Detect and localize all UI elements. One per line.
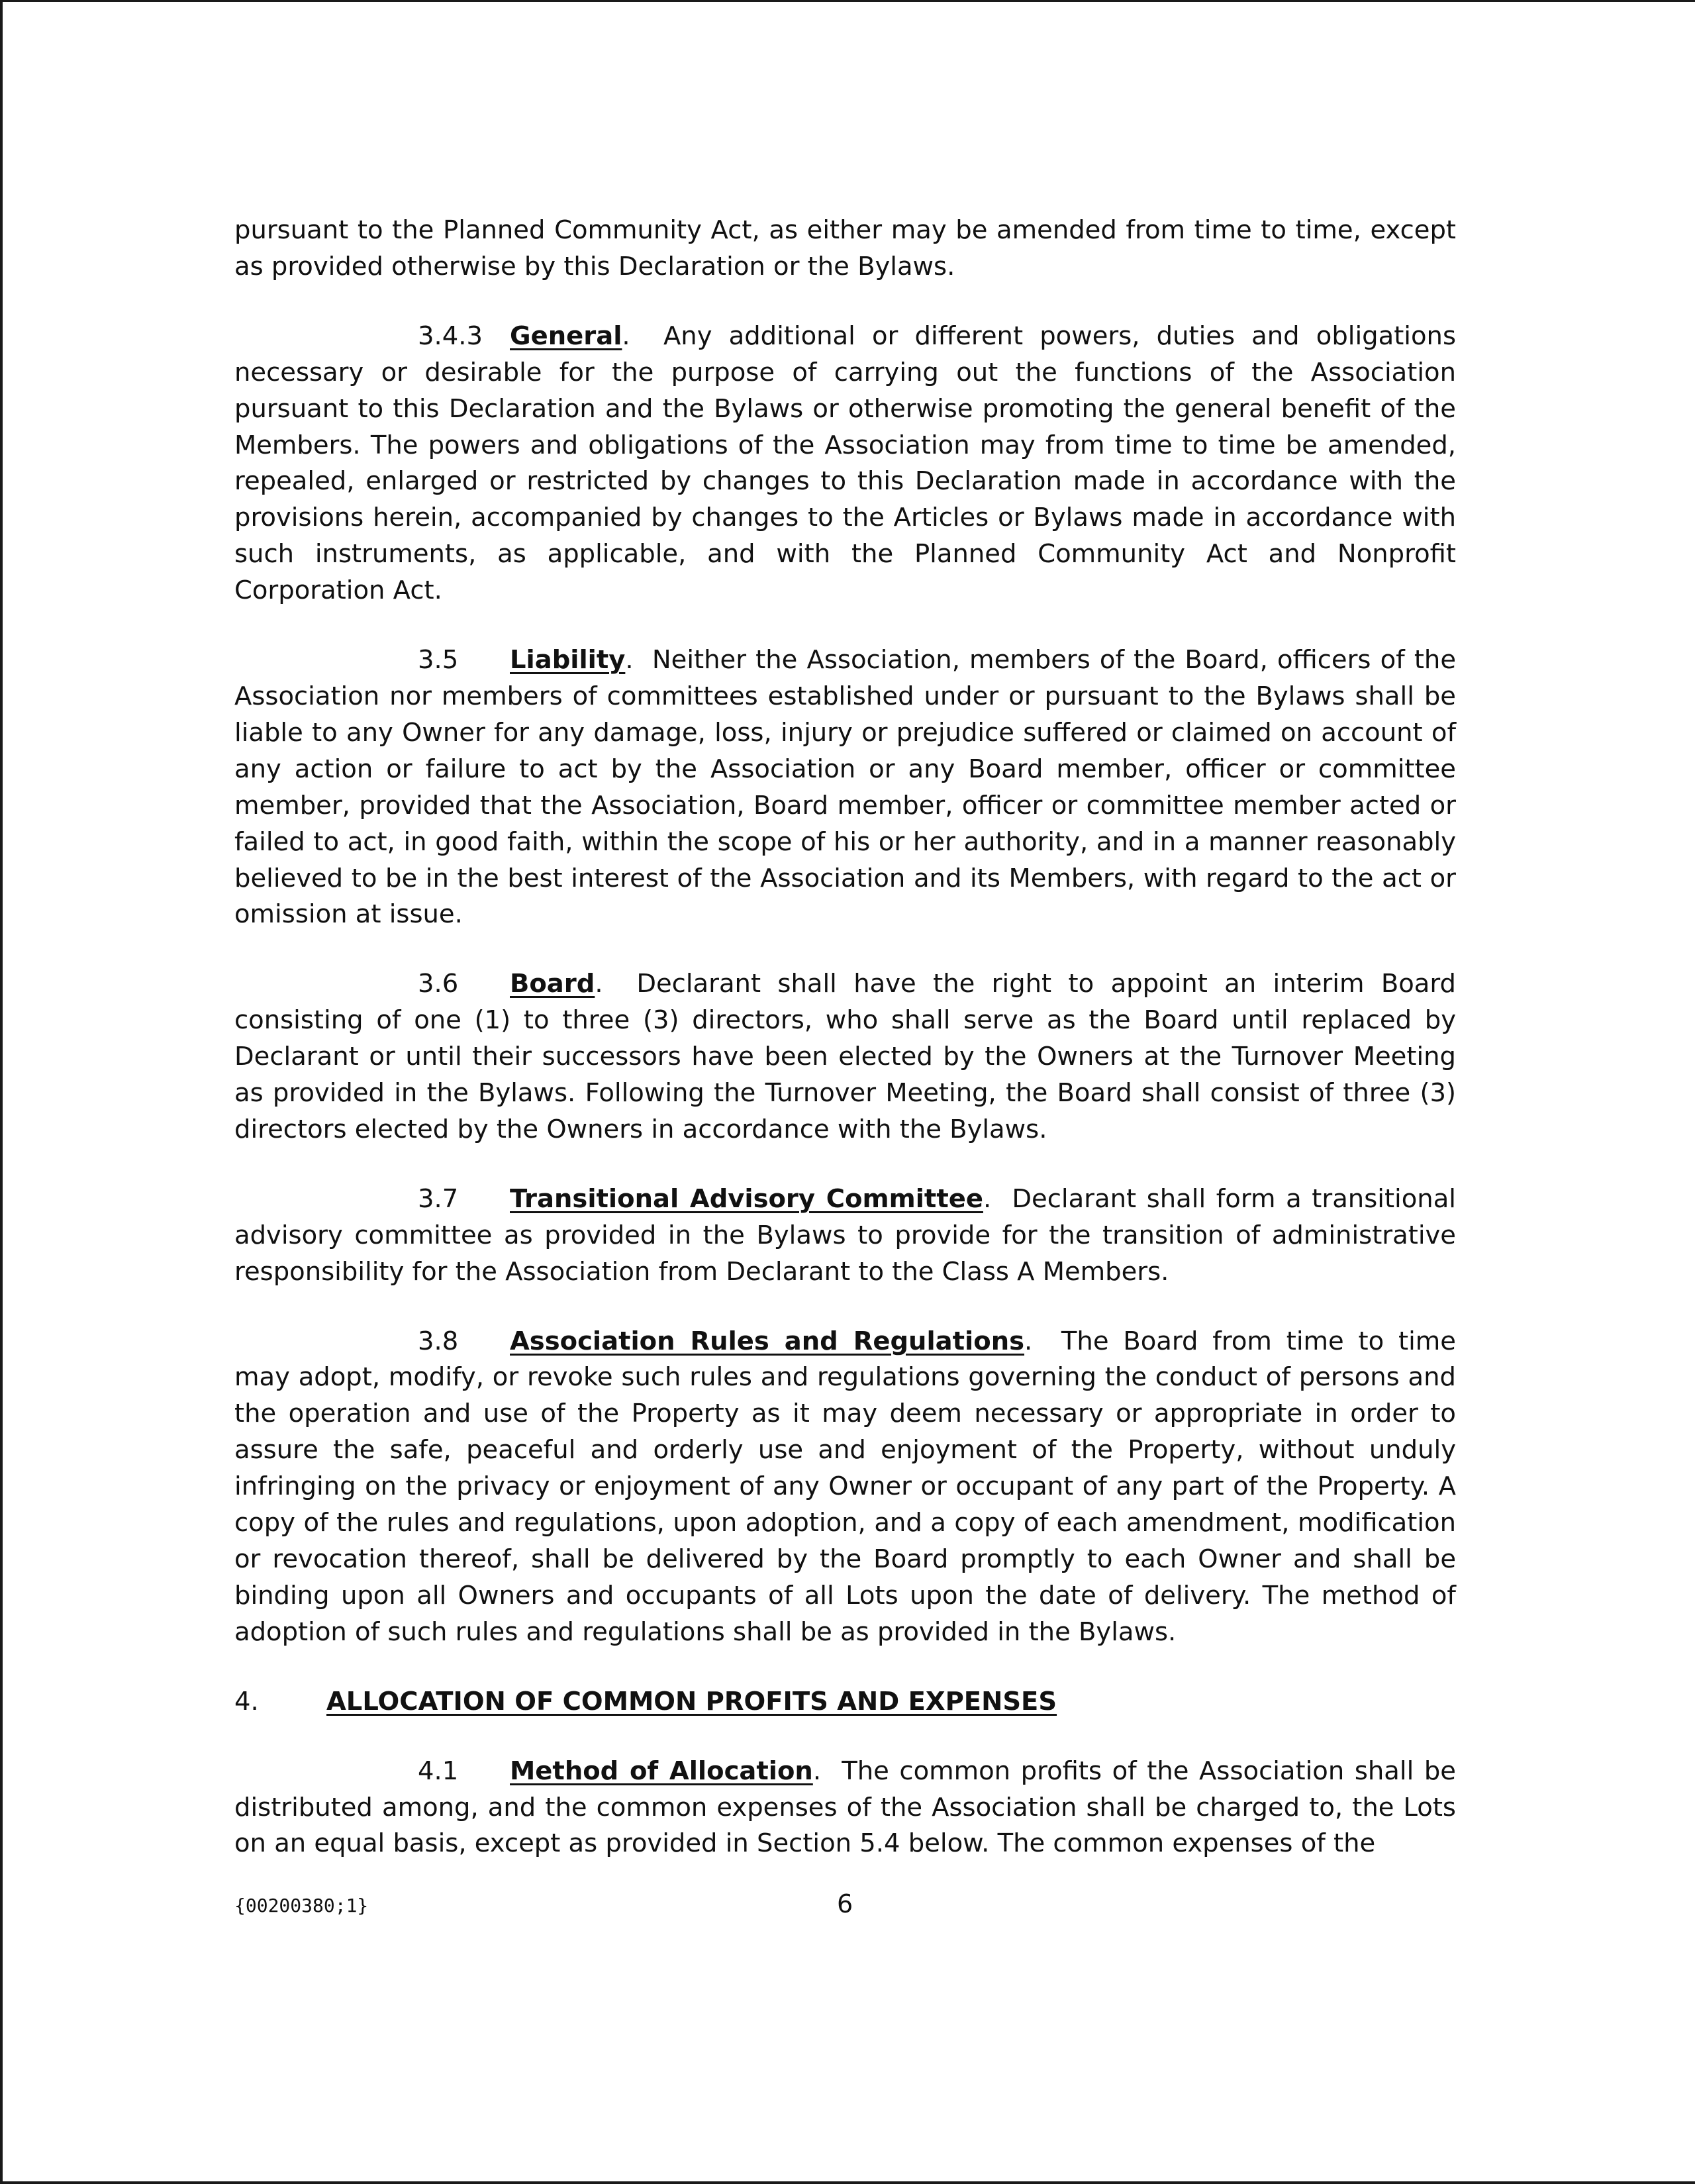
section-title: General xyxy=(510,321,622,351)
section-3-8: 3.8 Association Rules and Regulations. The Board from time to time may adopt, modify, or revoke such rules and regulations governing the conduct of persons and the operation and use of the Property as it may deem necessary or appropriate in order to assure the safe, peaceful and orderly use and enjoyment of the Property, without unduly infringing on the privacy or enjoyment of any Owner or occupant of any part of the Property. A copy of the rules and regulations, upon adoption, and a copy of each amendment, modification or revocation thereof, shall be delivered by the Board promptly to each Owner and shall be binding upon all Owners and occupants of all Lots upon the date of delivery. The method of adoption of such rules and regulations shall be as provided in the Bylaws. xyxy=(234,1324,1456,1651)
section-3-6: 3.6 Board. Declarant shall have the right to appoint an interim Board consisting of one (1) to three (3) directors, who shall serve as the Board until replaced by Declarant or until their successors have been elected by the Owners at the Turnover Meeting as provided in the Bylaws. Following the Turnover Meeting, the Board shall consist of three (3) directors elected by the Owners in accordance with the Bylaws. xyxy=(234,966,1456,1148)
article-4-heading xyxy=(234,1684,1456,1720)
section-body: Any additional or different powers, duties and obligations necessary or desirable for the purpose of carrying out the functions of the Association pursuant to this Declaration and the Bylaws or otherwise promoting the general benefit of the Members. The powers and obligations of the Association may from time to time be amended, repealed, enlarged or restricted by changes to this Declaration made in accordance with the provisions herein, accompanied by changes to the Articles or Bylaws made in accordance with such instruments, as applicable, and with the Planned Community Act and Nonprofit Corporation Act. xyxy=(234,321,1456,606)
section-number: 4.1 xyxy=(418,1756,459,1786)
article-title: ALLOCATION OF COMMON PROFITS AND EXPENSES xyxy=(326,1686,1057,1716)
section-body: Neither the Association, members of the Board, officers of the Association nor members of committees established under or pursuant to the Bylaws shall be liable to any Owner for any damage, loss, injury or prejudice suffered or claimed on account of any action or failure to act by the Association or any Board member, officer or committee member, provided that the Association, Board member, officer or committee member acted or failed to act, in good faith, within the scope of his or her authority, and in a manner reasonably believed to be in the best interest of the Association and its Members, with regard to the act or omission at issue. xyxy=(234,645,1457,930)
section-body: The common profits of the Association shall be distributed among, and the common expenses of the Association shall be charged to, the Lots on an equal basis, except as provided in Section 5.4 below. The common expenses of the xyxy=(234,1756,1456,1859)
section-number: 3.4.3 xyxy=(418,321,483,351)
section-3-4-3: 3.4.3 General. Any additional or different powers, duties and obligations necessary or desirable for the purpose of carrying out the functions of the Association pursuant to this Declaration and the Bylaws or otherwise promoting the general benefit of the Members. The powers and obligations of the Association may from time to time be amended, repealed, enlarged or restricted by changes to this Declaration made in accordance with the provisions herein, accompanied by changes to the Articles or Bylaws made in accordance with such instruments, as applicable, and with the Planned Community Act and Nonprofit Corporation Act. xyxy=(234,319,1456,609)
section-number: 3.7 xyxy=(418,1183,459,1214)
section-title: Board xyxy=(510,969,595,999)
section-title: Transitional Advisory Committee xyxy=(510,1183,983,1214)
section-3-5: 3.5 Liability. Neither the Association, members of the Board, officers of the Association nor members of committees established under or pursuant to the Bylaws shall be liable to any Owner for any damage, loss, injury or prejudice suffered or claimed on account of any action or failure to act by the Association or any Board member, officer or committee member, provided that the Association, Board member, officer or committee member acted or failed to act, in good faith, within the scope of his or her authority, and in a manner reasonably believed to be in the best interest of the Association and its Members, with regard to the act or omission at issue. xyxy=(234,642,1456,933)
section-body: Declarant shall have the right to appoint an interim Board consisting of one (1) to three (3) directors, who shall serve as the Board until replaced by Declarant or until their successors have been elected by the Owners at the Turnover Meeting as provided in the Bylaws. Following the Turnover Meeting, the Board shall consist of three (3) directors elected by the Owners in accordance with the Bylaws. xyxy=(234,969,1456,1144)
document-body xyxy=(234,213,1456,1895)
section-number: 3.8 xyxy=(418,1326,459,1356)
section-number: 3.6 xyxy=(418,969,459,999)
section-number: 3.5 xyxy=(418,645,459,675)
document-id: {00200380;1} xyxy=(234,1895,369,1916)
section-3-7: 3.7 Transitional Advisory Committee. Declarant shall form a transitional advisory committee as provided in the Bylaws to provide for the transition of administrative responsibility for the Association from Declarant to the Class A Members. xyxy=(234,1181,1456,1291)
section-body: The Board from time to time may adopt, modify, or revoke such rules and regulations governing the conduct of persons and the operation and use of the Property as it may deem necessary or appropriate in order to assure the safe, peaceful and orderly use and enjoyment of the Property, without unduly infringing on the privacy or enjoyment of any Owner or occupant of any part of the Property. A copy of the rules and regulations, upon adoption, and a copy of each amendment, modification or revocation thereof, shall be delivered by the Board promptly to each Owner and shall be binding upon all Owners and occupants of all Lots upon the date of delivery. The method of adoption of such rules and regulations shall be as provided in the Bylaws. xyxy=(234,1326,1456,1647)
page-number: 6 xyxy=(837,1889,853,1918)
section-title: Association Rules and Regulations xyxy=(510,1326,1025,1356)
section-body: Declarant shall form a transitional advisory committee as provided in the Bylaws to provide for the transition of administrative responsibility for the Association from Declarant to the Class A Members. xyxy=(234,1183,1456,1287)
article-number: 4. xyxy=(234,1686,259,1716)
section-title: Method of Allocation xyxy=(510,1756,813,1786)
continuation-paragraph: pursuant to the Planned Community Act, as either may be amended from time to time, except as provided otherwise by this Declaration or the Bylaws. xyxy=(234,215,1456,281)
section-title: Liability xyxy=(510,645,626,675)
section-4-1: 4.1 Method of Allocation. The common profits of the Association shall be distributed among, and the common expenses of the Association shall be charged to, the Lots on an equal basis, except as provided in Section 5.4 below. The common expenses of the xyxy=(234,1754,1456,1863)
